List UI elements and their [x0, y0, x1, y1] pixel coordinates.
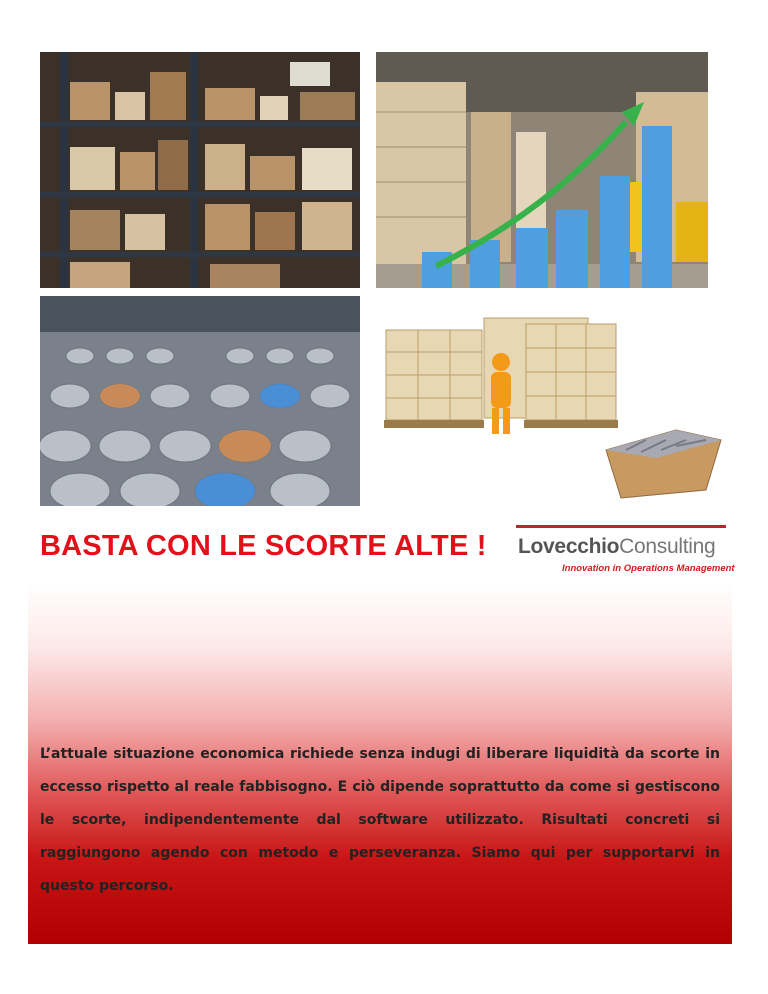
logo-tagline: Innovation in Operations Management	[562, 563, 735, 574]
pallets-figure-illustration	[376, 300, 731, 500]
company-logo	[516, 525, 735, 585]
cluttered-warehouse-illustration	[40, 52, 360, 288]
photo-warehouse-growth	[376, 52, 708, 288]
logo-brand: Lovecchio	[518, 535, 620, 558]
page-headline: BASTA CON LE SCORTE ALTE !	[40, 530, 487, 562]
body-paragraph: L’attuale situazione economica richiede senza indugi di liberare liquidità da scorte in eccesso rispetto al reale fabbisogno. E ciò dipende soprattutto da come si gestiscono le scorte, indipendentemente dal software utilizzato. Risultati concreti si raggiungono agendo con metodo e perseveranza. Siamo qui per supportarvi in questo percorso.	[40, 746, 720, 894]
logo-wordmark	[518, 535, 715, 559]
warehouse-growth-illustration	[376, 52, 708, 288]
photo-cluttered-warehouse	[40, 52, 360, 288]
steel-coils-illustration	[40, 296, 360, 506]
logo-divider	[516, 525, 726, 528]
logo-suffix: Consulting	[619, 535, 716, 558]
photo-pallets-figure	[376, 300, 731, 500]
photo-steel-coils	[40, 296, 360, 506]
